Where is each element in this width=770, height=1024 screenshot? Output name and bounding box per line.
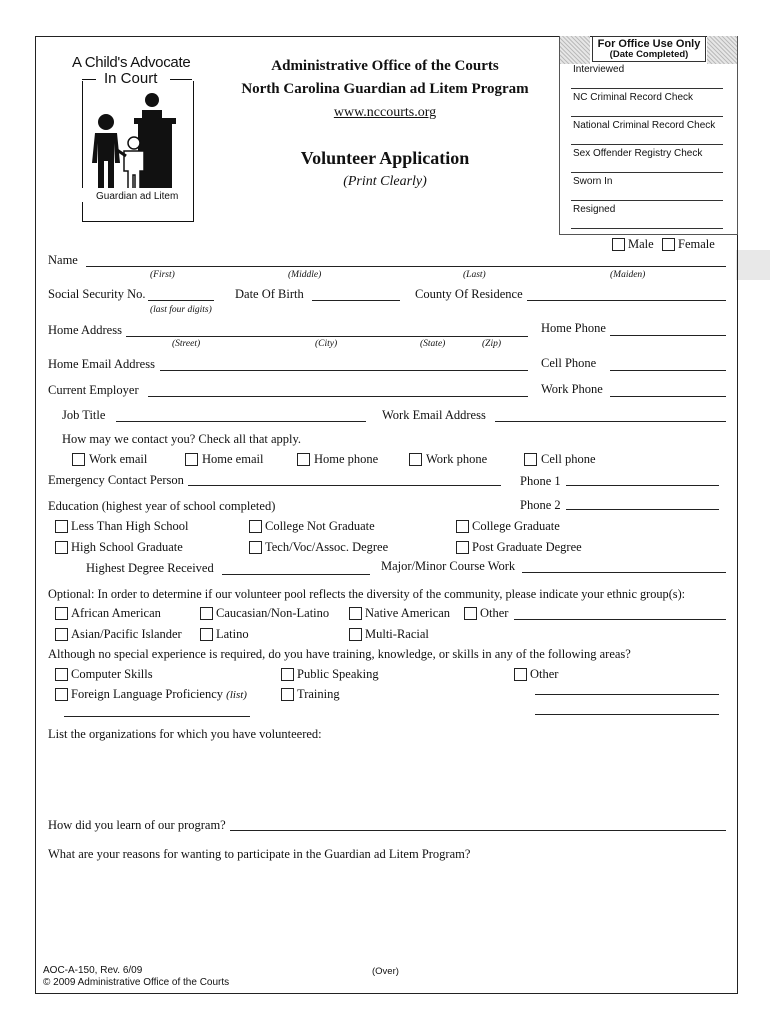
reasons-label: What are your reasons for wanting to participate in the Guardian ad Litem Program?	[48, 847, 471, 861]
highest-degree-input[interactable]	[222, 574, 370, 575]
skill-list-hint: (list)	[226, 689, 247, 701]
ssn-hint: (last four digits)	[150, 305, 212, 315]
ethnic-african-american-checkbox[interactable]	[55, 607, 68, 620]
copyright: © 2009 Administrative Office of the Courts	[43, 977, 230, 988]
edu-tech-voc-label: Tech/Voc/Assoc. Degree	[265, 540, 389, 554]
contact-home-email-checkbox[interactable]	[185, 453, 198, 466]
ethnic-latino-label: Latino	[216, 627, 249, 641]
ethnic-caucasian-checkbox[interactable]	[200, 607, 213, 620]
family-at-podium-icon	[90, 88, 185, 193]
logo-bottom: Guardian ad Litem	[96, 191, 179, 202]
ethnic-asian-label: Asian/Pacific Islander	[71, 627, 182, 641]
learn-label: How did you learn of our program?	[48, 818, 226, 832]
skill-public-speaking-checkbox[interactable]	[281, 668, 294, 681]
edu-less-than-hs-label: Less Than High School	[71, 519, 189, 533]
employer-input[interactable]	[148, 396, 528, 397]
emergency-contact-input[interactable]	[188, 485, 501, 486]
office-use-panel	[559, 36, 738, 235]
ethnic-other-checkbox[interactable]	[464, 607, 477, 620]
ethnic-asian-checkbox[interactable]	[55, 628, 68, 641]
cell-phone-label: Cell Phone	[541, 356, 597, 370]
office-line[interactable]	[571, 172, 723, 173]
emergency-contact-label: Emergency Contact Person	[48, 473, 184, 487]
office-hatch-right	[707, 36, 737, 64]
page-subtitle: (Print Clearly)	[343, 174, 427, 189]
office-hatch-left	[560, 36, 590, 64]
office-item-resigned: Resigned	[573, 204, 616, 215]
name-middle-hint: (Middle)	[288, 270, 322, 280]
learn-input[interactable]	[230, 830, 726, 831]
contact-work-phone-label: Work phone	[426, 452, 488, 466]
male-label: Male	[628, 237, 654, 251]
edu-college-grad-label: College Graduate	[472, 519, 560, 533]
work-email-label: Work Email Address	[382, 408, 486, 422]
office-line[interactable]	[571, 144, 723, 145]
highest-degree-label: Highest Degree Received	[86, 561, 214, 575]
ethnic-latino-checkbox[interactable]	[200, 628, 213, 641]
edu-college-not-grad-checkbox[interactable]	[249, 520, 262, 533]
program-name: North Carolina Guardian ad Litem Program	[241, 81, 529, 97]
female-checkbox[interactable]	[662, 238, 675, 251]
county-label: County Of Residence	[415, 287, 523, 301]
ethnic-question: Optional: In order to determine if our volunteer pool reflects the diversity of the community, please indicate your ethnic group(s):	[48, 587, 686, 601]
contact-cell-phone-label: Cell phone	[541, 452, 596, 466]
dob-input[interactable]	[312, 300, 400, 301]
skill-foreign-language-label	[71, 687, 247, 702]
home-phone-input[interactable]	[610, 335, 726, 336]
page-edge-shade	[736, 250, 770, 280]
skill-other-input-2[interactable]	[535, 714, 719, 715]
edu-tech-voc-checkbox[interactable]	[249, 541, 262, 554]
ethnic-other-input[interactable]	[514, 619, 726, 620]
contact-work-phone-checkbox[interactable]	[409, 453, 422, 466]
skill-foreign-language-text: Foreign Language Proficiency	[71, 687, 224, 701]
office-item-sex-offender: Sex Offender Registry Check	[573, 148, 703, 159]
program-logo	[70, 48, 195, 213]
edu-hs-grad-label: High School Graduate	[71, 540, 183, 554]
skill-other-input-1[interactable]	[535, 694, 719, 695]
dob-label: Date Of Birth	[235, 287, 304, 301]
name-last-hint: (Last)	[463, 270, 486, 280]
office-line[interactable]	[571, 200, 723, 201]
skill-computer-checkbox[interactable]	[55, 668, 68, 681]
address-street-hint: (Street)	[172, 339, 201, 349]
edu-college-not-grad-label: College Not Graduate	[265, 519, 375, 533]
skill-public-speaking-label: Public Speaking	[297, 667, 379, 681]
logo-line2: In Court	[104, 70, 158, 87]
skills-question: Although no special experience is required, do you have training, knowledge, or skills in any of the following areas?	[48, 647, 631, 661]
foreign-language-input[interactable]	[64, 716, 250, 717]
name-maiden-hint: (Maiden)	[610, 270, 646, 280]
phone2-input[interactable]	[566, 509, 719, 510]
ethnic-multi-racial-label: Multi-Racial	[365, 627, 429, 641]
work-phone-label: Work Phone	[541, 382, 603, 396]
address-zip-hint: (Zip)	[482, 339, 501, 349]
ssn-label: Social Security No.	[48, 287, 146, 301]
edu-less-than-hs-checkbox[interactable]	[55, 520, 68, 533]
ethnic-native-american-label: Native American	[365, 606, 451, 620]
address-state-hint: (State)	[420, 339, 446, 349]
work-phone-input[interactable]	[610, 396, 726, 397]
phone1-input[interactable]	[566, 485, 719, 486]
office-item-national-check: National Criminal Record Check	[573, 120, 716, 131]
office-item-interviewed: Interviewed	[573, 64, 625, 75]
office-line[interactable]	[571, 116, 723, 117]
office-subtitle-text: (Date Completed)	[609, 49, 689, 60]
ethnic-native-american-checkbox[interactable]	[349, 607, 362, 620]
male-checkbox[interactable]	[612, 238, 625, 251]
home-email-label: Home Email Address	[48, 357, 155, 371]
ssn-input[interactable]	[148, 300, 214, 301]
contact-home-phone-label: Home phone	[314, 452, 379, 466]
organizations-input[interactable]	[48, 745, 726, 815]
skill-training-checkbox[interactable]	[281, 688, 294, 701]
county-input[interactable]	[527, 300, 726, 301]
major-minor-label: Major/Minor Course Work	[381, 559, 516, 573]
skill-training-label: Training	[297, 687, 340, 701]
org-name: Administrative Office of the Courts	[271, 58, 499, 74]
logo-line1: A Child's Advocate	[72, 54, 191, 71]
major-minor-input[interactable]	[522, 572, 726, 573]
office-title-text: For Office Use Only	[597, 38, 701, 50]
office-use-title	[592, 36, 706, 62]
name-first-hint: (First)	[150, 270, 175, 280]
phone1-label: Phone 1	[520, 474, 561, 488]
ethnic-caucasian-label: Caucasian/Non-Latino	[216, 606, 330, 620]
contact-question: How may we contact you? Check all that apply.	[62, 432, 302, 446]
contact-home-phone-checkbox[interactable]	[297, 453, 310, 466]
home-phone-label: Home Phone	[541, 321, 606, 335]
skill-other-label: Other	[530, 667, 559, 681]
edu-post-grad-checkbox[interactable]	[456, 541, 469, 554]
skill-other-checkbox[interactable]	[514, 668, 527, 681]
contact-cell-phone-checkbox[interactable]	[524, 453, 537, 466]
home-address-input[interactable]	[126, 336, 528, 337]
office-line[interactable]	[571, 88, 723, 89]
ethnic-multi-racial-checkbox[interactable]	[349, 628, 362, 641]
over-note: (Over)	[372, 966, 399, 977]
organizations-label: List the organizations for which you have volunteered:	[48, 727, 322, 741]
logo-frame-top-left	[82, 79, 96, 80]
work-email-input[interactable]	[495, 421, 726, 422]
contact-work-email-label: Work email	[89, 452, 148, 466]
skill-foreign-language-checkbox[interactable]	[55, 688, 68, 701]
office-item-sworn-in: Sworn In	[573, 176, 613, 187]
edu-hs-grad-checkbox[interactable]	[55, 541, 68, 554]
form-number: AOC-A-150, Rev. 6/09	[43, 965, 143, 976]
office-item-nc-check: NC Criminal Record Check	[573, 92, 694, 103]
job-title-label: Job Title	[62, 408, 106, 422]
edu-college-grad-checkbox[interactable]	[456, 520, 469, 533]
female-label: Female	[678, 237, 715, 251]
address-city-hint: (City)	[315, 339, 338, 349]
skill-computer-label: Computer Skills	[71, 667, 153, 681]
reasons-input[interactable]	[48, 865, 726, 955]
employer-label: Current Employer	[48, 383, 139, 397]
office-line[interactable]	[571, 228, 723, 229]
name-label: Name	[48, 253, 78, 267]
home-address-label: Home Address	[48, 323, 122, 337]
page-title: Volunteer Application	[300, 148, 470, 168]
phone2-label: Phone 2	[520, 498, 561, 512]
ethnic-other-label: Other	[480, 606, 509, 620]
cell-phone-input[interactable]	[610, 370, 726, 371]
edu-post-grad-label: Post Graduate Degree	[472, 540, 582, 554]
contact-work-email-checkbox[interactable]	[72, 453, 85, 466]
website-link[interactable]: www.nccourts.org	[333, 105, 437, 120]
ethnic-african-american-label: African American	[71, 606, 161, 620]
home-email-input[interactable]	[160, 370, 528, 371]
name-input[interactable]	[86, 266, 726, 267]
contact-home-email-label: Home email	[202, 452, 264, 466]
logo-frame-top-right	[170, 79, 192, 80]
education-label: Education (highest year of school completed)	[48, 499, 276, 513]
job-title-input[interactable]	[116, 421, 366, 422]
